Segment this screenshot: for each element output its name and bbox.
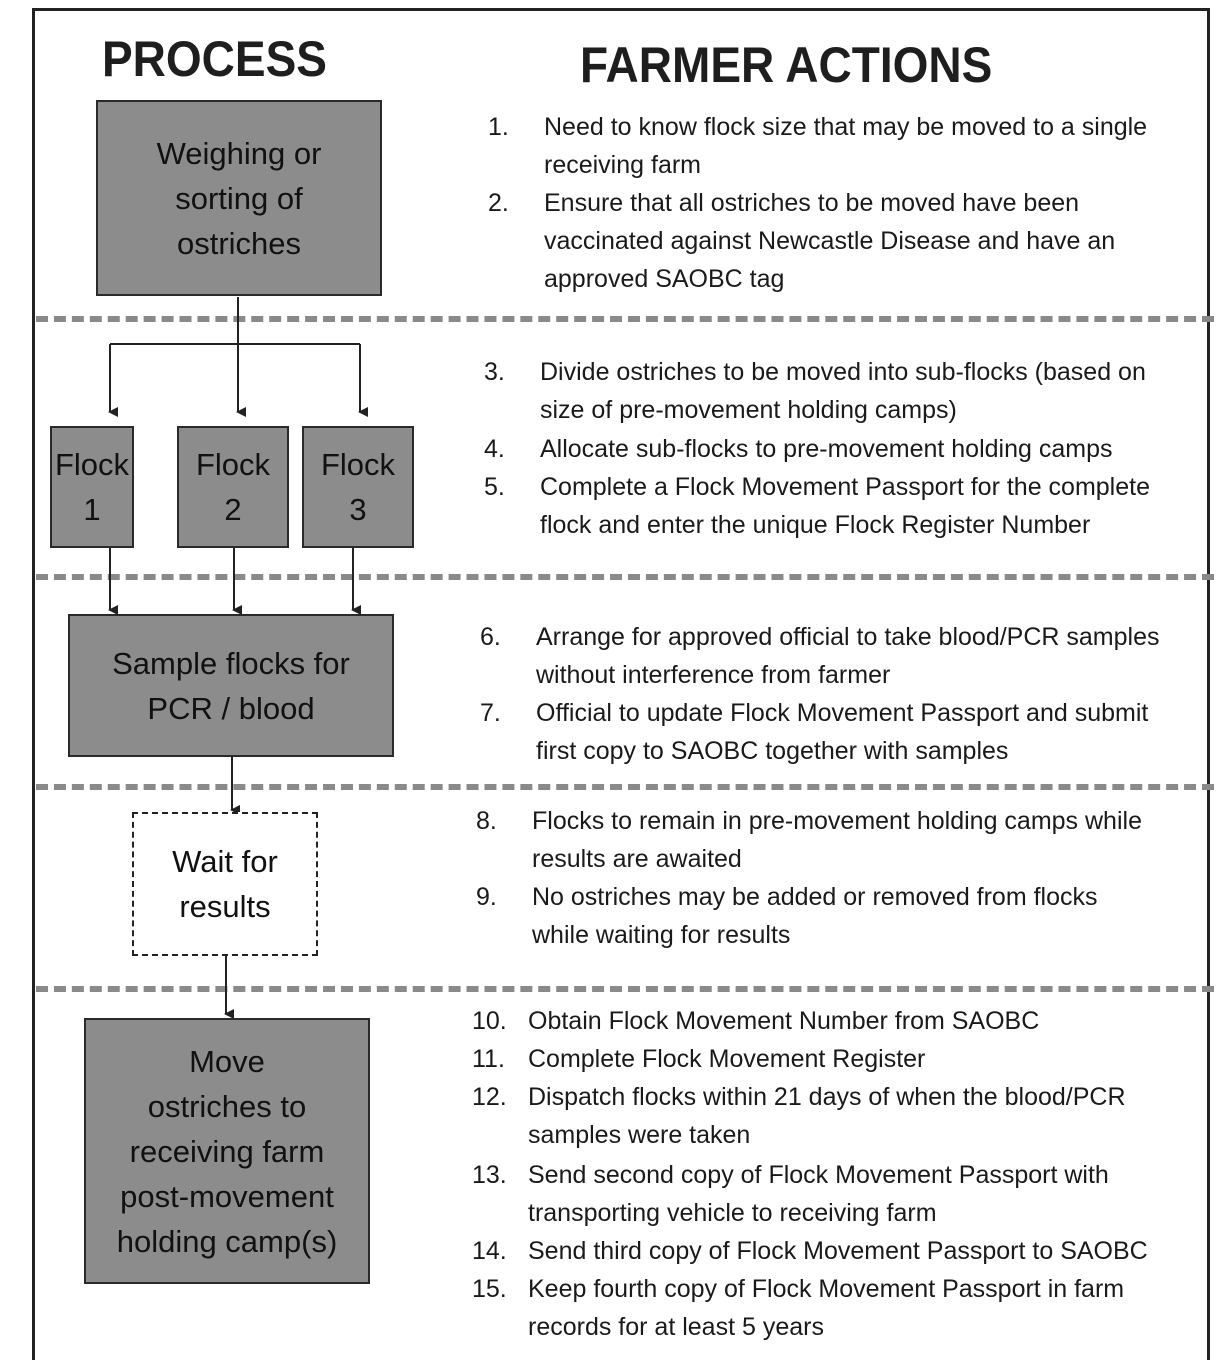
action-text-line: size of pre-movement holding camps)	[540, 396, 957, 424]
action-number: 15.	[472, 1275, 507, 1303]
action-text-line: approved SAOBC tag	[544, 265, 785, 293]
action-text-line: Complete Flock Movement Register	[528, 1045, 926, 1073]
action-text-line: transporting vehicle to receiving farm	[528, 1199, 937, 1227]
flock-3-box: Flock 3	[302, 426, 414, 548]
action-number: 3.	[484, 358, 505, 386]
flock-2-box: Flock 2	[177, 426, 289, 548]
action-text-line: Complete a Flock Movement Passport for the complete	[540, 473, 1150, 501]
action-number: 7.	[480, 699, 501, 727]
flock-1-box: Flock 1	[50, 426, 134, 548]
action-number: 2.	[488, 189, 509, 217]
action-text-line: first copy to SAOBC together with samples	[536, 737, 1009, 765]
action-text-line: Send second copy of Flock Movement Passport with	[528, 1161, 1109, 1189]
process-heading: PROCESS	[102, 31, 327, 87]
action-number: 12.	[472, 1083, 507, 1111]
action-text-line: No ostriches may be added or removed from flocks	[532, 883, 1098, 911]
action-number: 6.	[480, 623, 501, 651]
move-ostriches-box: Move ostriches to receiving farm post-movement holding camp(s)	[84, 1018, 370, 1284]
action-text-line: Keep fourth copy of Flock Movement Passport in farm	[528, 1275, 1125, 1303]
action-text-line: Dispatch flocks within 21 days of when the blood/PCR	[528, 1083, 1126, 1111]
action-text-line: Flocks to remain in pre-movement holding camps while	[532, 807, 1142, 835]
action-number: 11.	[472, 1045, 505, 1073]
action-text-line: Official to update Flock Movement Passport and submit	[536, 699, 1149, 727]
action-text-line: Need to know flock size that may be moved to a single	[544, 113, 1148, 141]
farmer-actions-heading: FARMER ACTIONS	[580, 37, 993, 93]
action-text-line: flock and enter the unique Flock Register Number	[540, 511, 1091, 539]
action-text-line: results are awaited	[532, 845, 742, 873]
action-number: 14.	[472, 1237, 507, 1265]
action-text-line: vaccinated against Newcastle Disease and have an	[544, 227, 1116, 255]
action-text-line: Send third copy of Flock Movement Passport to SAOBC	[528, 1237, 1148, 1265]
action-number: 13.	[472, 1161, 507, 1189]
sample-flocks-box: Sample flocks for PCR / blood	[68, 614, 394, 757]
action-number: 4.	[484, 435, 505, 463]
action-text-line: while waiting for results	[532, 921, 791, 949]
action-text-line: Ensure that all ostriches to be moved have been	[544, 189, 1080, 217]
action-text-line: Arrange for approved official to take blood/PCR samples	[536, 623, 1160, 651]
action-number: 10.	[472, 1007, 507, 1035]
action-text-line: receiving farm	[544, 151, 701, 179]
action-text-line: samples were taken	[528, 1121, 751, 1149]
action-number: 9.	[476, 883, 497, 911]
weighing-sorting-box: Weighing or sorting of ostriches	[96, 100, 382, 296]
action-text-line: records for at least 5 years	[528, 1313, 824, 1341]
action-number: 1.	[488, 113, 509, 141]
action-text-line: Obtain Flock Movement Number from SAOBC	[528, 1007, 1040, 1035]
action-text-line: Divide ostriches to be moved into sub-flocks (based on	[540, 358, 1146, 386]
action-text-line: without interference from farmer	[536, 661, 891, 689]
wait-for-results-box: Wait for results	[132, 812, 318, 956]
action-number: 5.	[484, 473, 505, 501]
action-text-line: Allocate sub-flocks to pre-movement holding camps	[540, 435, 1113, 463]
action-number: 8.	[476, 807, 497, 835]
